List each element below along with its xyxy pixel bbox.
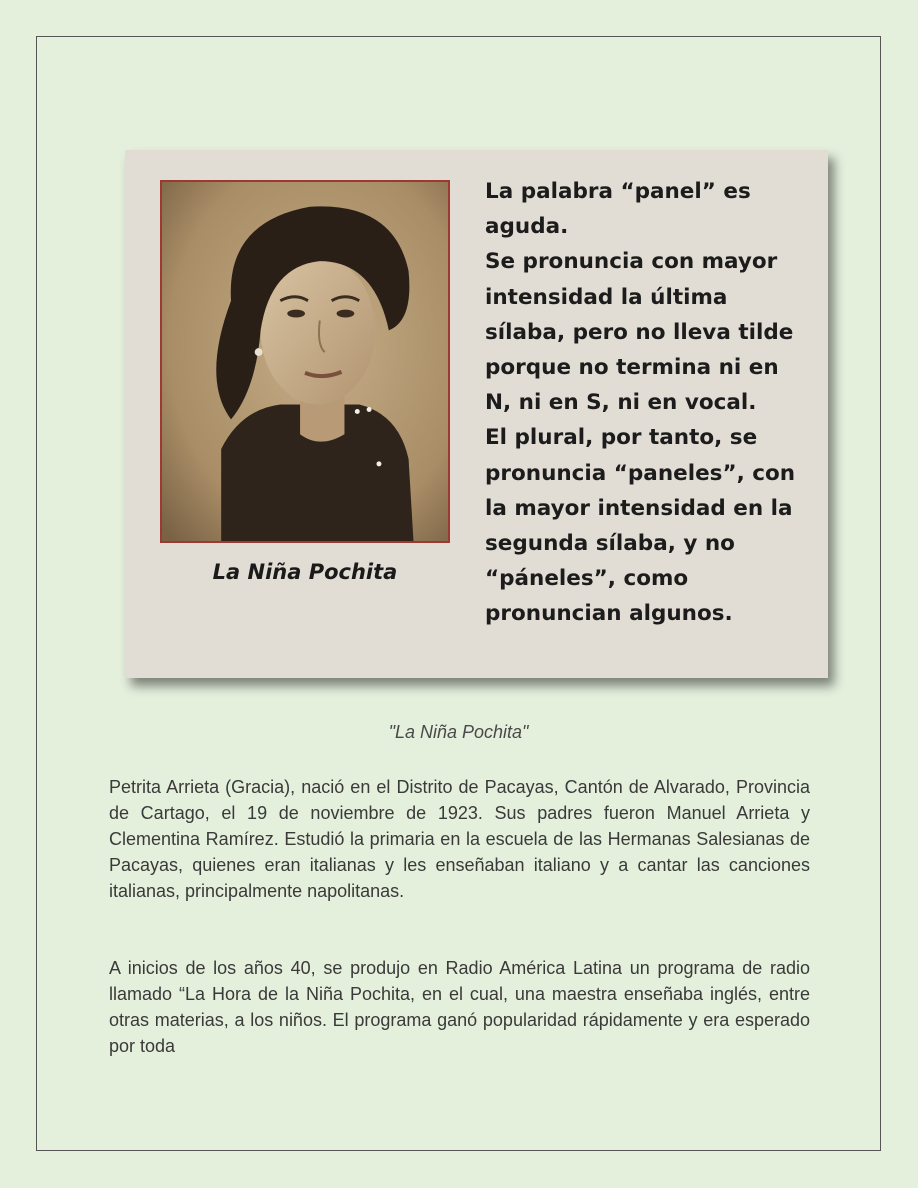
body-paragraph-1: Petrita Arrieta (Gracia), nació en el Distrito de Pacayas, Cantón de Alvarado, Provincia de Cartago, el 19 de noviembre de 1923. Sus padres fueron Manuel Arrieta y Clementina Ramírez. Estudió la primaria en la escuela de las Hermanas Salesianas de Pacayas, quienes eran italianas y les enseñaban italiano y a cantar las canciones italianas, principalmente napolitanas. — [109, 777, 810, 901]
info-card — [125, 150, 828, 678]
portrait-image — [162, 182, 448, 541]
figure-caption: "La Niña Pochita" — [388, 722, 529, 742]
photo-caption: La Niña Pochita — [212, 560, 398, 584]
card-line-2: Se pronuncia con mayor intensidad la última sílaba, pero no lleva tilde porque no termina ni en N, ni en S, ni en vocal. — [485, 249, 794, 416]
portrait-photo — [160, 180, 450, 543]
card-text — [485, 174, 805, 632]
card-line-1: La palabra “panel” es aguda. — [485, 179, 751, 240]
card-line-3: El plural, por tanto, se pronuncia “paneles”, con la mayor intensidad en la segunda sílaba, y no “páneles”, como pronuncian algunos. — [485, 425, 796, 627]
body-paragraph-2: A inicios de los años 40, se produjo en Radio América Latina un programa de radio llamado “La Hora de la Niña Pochita, en el cual, una maestra enseñaba inglés, entre otras materias, a los niños. El programa ganó popularidad rápidamente y era esperado por toda — [109, 958, 810, 1056]
